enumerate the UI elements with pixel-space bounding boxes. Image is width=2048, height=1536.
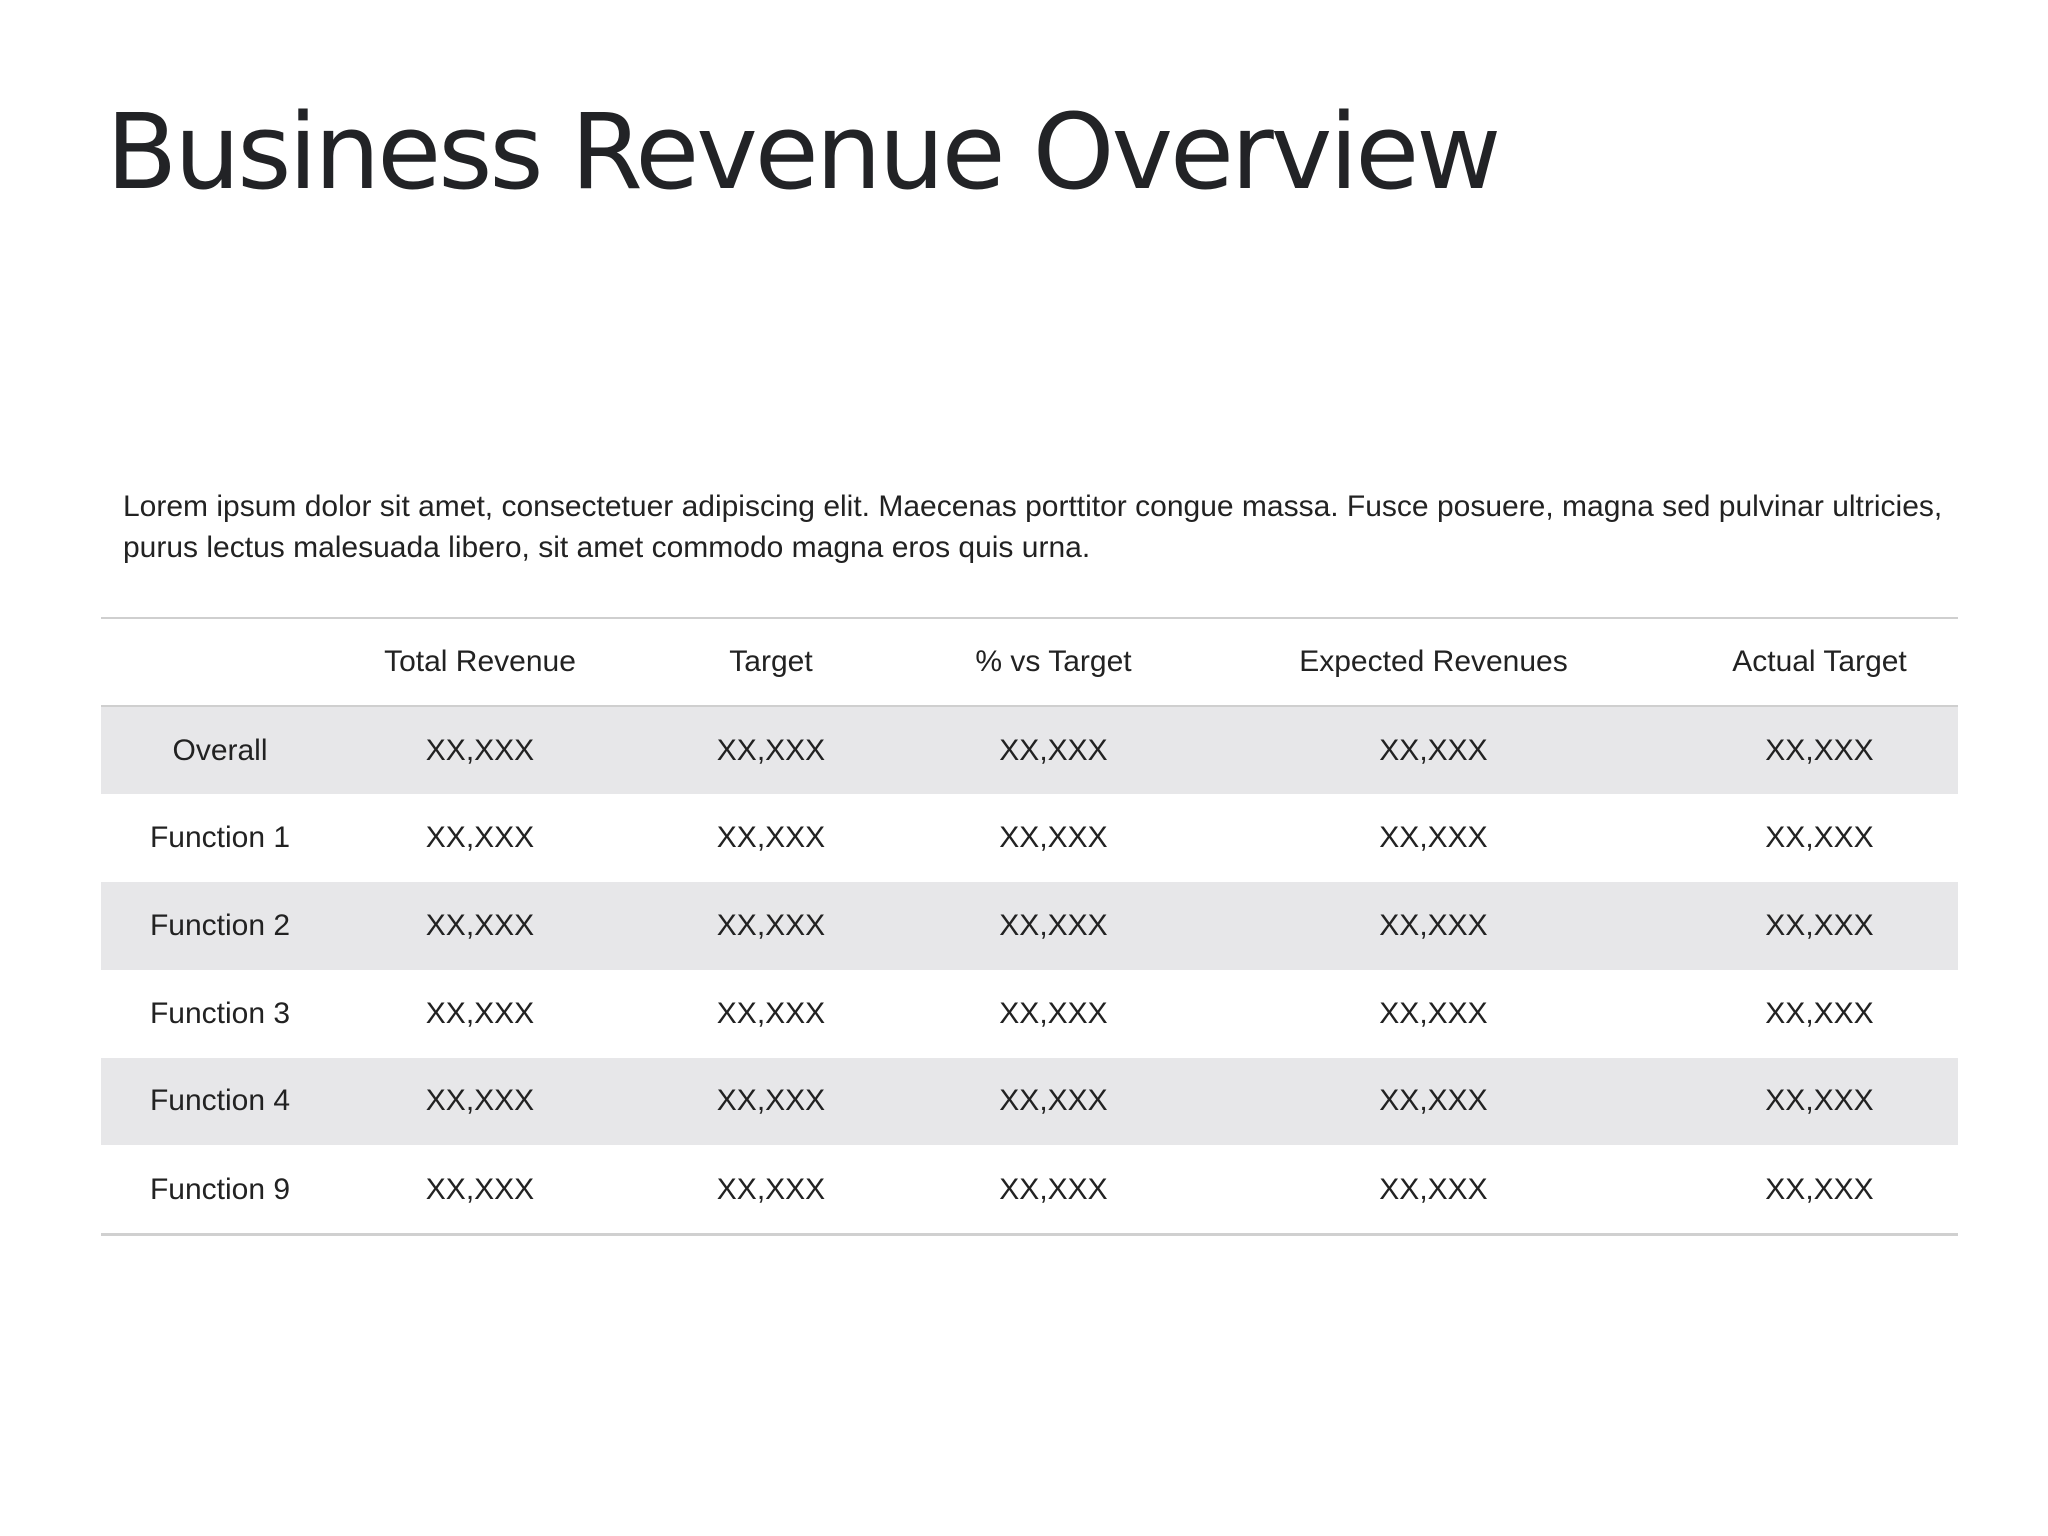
table-cell: XX,XXX <box>1765 909 1874 942</box>
table-cell: XX,XXX <box>425 821 535 854</box>
table-cell: XX,XXX <box>716 733 826 767</box>
intro-paragraph: Lorem ipsum dolor sit amet, consectetuer adipiscing elit. Maecenas porttitor congue massa. Fusce posuere, magna sed pulvinar ultricies, purus lectus malesuada libero, sit amet commodo magna eros quis urna. <box>123 490 1943 564</box>
header-cell-expected-revenues: Expected Revenues <box>1299 645 1568 678</box>
table-cell: XX,XXX <box>1765 733 1874 767</box>
table-cell: XX,XXX <box>1379 733 1488 767</box>
table-cell: XX,XXX <box>999 1173 1108 1206</box>
table-cell: XX,XXX <box>1765 997 1874 1030</box>
table-cell: XX,XXX <box>1379 1173 1488 1206</box>
table-row-function-3 <box>101 970 1958 1058</box>
revenue-table <box>101 617 1958 1236</box>
table-cell: XX,XXX <box>1765 1084 1874 1118</box>
table-row-overall <box>101 706 1958 794</box>
header-cell-target: Target <box>729 645 813 678</box>
table-cell: XX,XXX <box>1379 821 1488 854</box>
table-cell: XX,XXX <box>425 1084 535 1118</box>
row-label: Function 4 <box>149 1084 291 1118</box>
table-cell: XX,XXX <box>999 997 1108 1030</box>
row-label: Function 1 <box>149 821 291 854</box>
table-cell: XX,XXX <box>999 909 1108 942</box>
table-cell: XX,XXX <box>999 1084 1108 1118</box>
table-cell: XX,XXX <box>1379 997 1488 1030</box>
header-cell-pct-vs-target: % vs Target <box>975 645 1132 678</box>
table-cell: XX,XXX <box>1765 1173 1874 1206</box>
table-cell: XX,XXX <box>999 821 1108 854</box>
table-cell: XX,XXX <box>425 997 535 1030</box>
table-cell: XX,XXX <box>716 1173 826 1206</box>
table-row-function-4 <box>101 1058 1958 1146</box>
row-label: Function 3 <box>149 997 291 1030</box>
table-cell: XX,XXX <box>425 733 535 767</box>
table-cell: XX,XXX <box>999 733 1108 767</box>
table-cell: XX,XXX <box>716 997 826 1030</box>
table-cell: XX,XXX <box>425 909 535 942</box>
slide-title: Business Revenue Overview <box>106 91 1499 213</box>
table-cell: XX,XXX <box>425 1173 535 1206</box>
header-cell-blank <box>101 618 339 706</box>
table-cell: XX,XXX <box>1765 821 1874 854</box>
header-cell-actual-target: Actual Target <box>1732 645 1907 678</box>
row-label: Function 2 <box>149 909 291 942</box>
table-cell: XX,XXX <box>716 1084 826 1118</box>
table-cell: XX,XXX <box>716 909 826 942</box>
header-cell-total-revenue: Total Revenue <box>384 645 576 678</box>
table-row-function-9 <box>101 1146 1958 1234</box>
row-label: Overall <box>172 733 268 767</box>
table-row-function-2 <box>101 882 1958 970</box>
row-label: Function 9 <box>149 1173 291 1206</box>
table-cell: XX,XXX <box>1379 909 1488 942</box>
table-cell: XX,XXX <box>716 821 826 854</box>
table-cell: XX,XXX <box>1379 1084 1488 1118</box>
table-row-function-1 <box>101 794 1958 882</box>
table-header-row <box>101 618 1958 706</box>
